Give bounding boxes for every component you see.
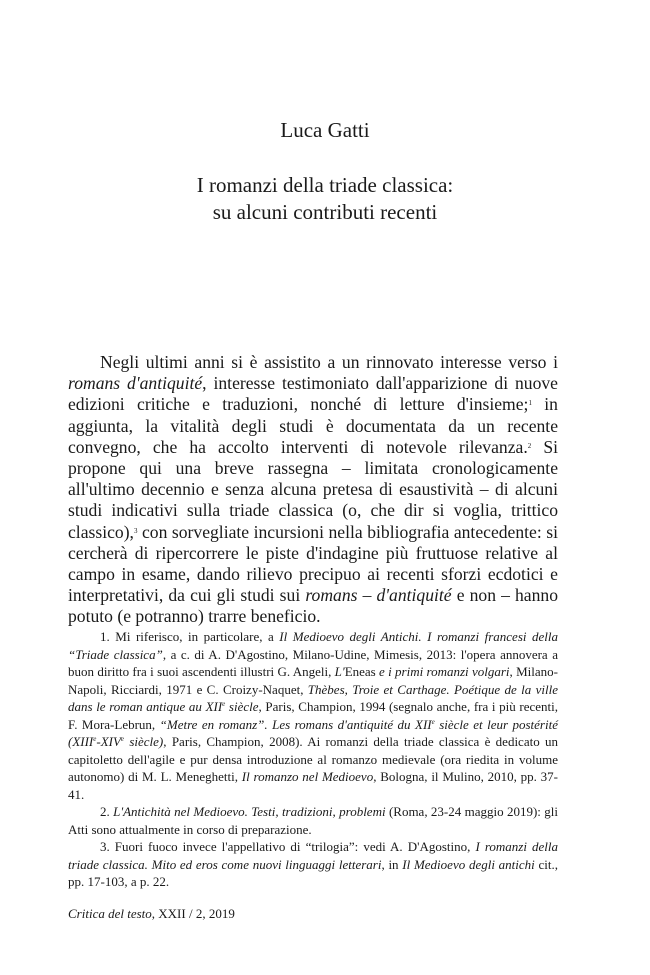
footnote-segment: 2. — [100, 804, 114, 819]
title-line-1: I romanzi della triade classica: — [196, 173, 454, 197]
author-name: Luca Gatti — [280, 118, 370, 142]
footnote-italic-segment: L'Antichità nel Medioevo. Testi, tradizioni, problemi — [113, 804, 386, 819]
footnote-segment: 3. Fuori fuoco invece l'appellativo di “trilogia”: vedi A. D'Agostino, — [100, 839, 476, 854]
footnote-ref-1: 1 — [528, 399, 532, 408]
footnote-ref-3: 3 — [133, 526, 138, 535]
footnote-3 — [68, 838, 558, 891]
body-segment: Negli ultimi anni si è assistito a un rinnovato interesse verso i — [100, 352, 558, 372]
footnote-superscript: e — [222, 700, 226, 708]
footnote-segment: (Roma, 23-24 maggio 2019): gli Atti sono attualmente in corso di preparazione. — [68, 804, 558, 837]
footnote-superscript: e — [431, 717, 435, 726]
footnote-segment: cit., pp. 17-103, a p. 22. — [68, 856, 558, 889]
footnote-segment: , Paris, Champion, 1994 (segnalo anche, fra i più recenti, F. Mora-Lebrun, — [68, 699, 559, 732]
footnote-segment: 1. Mi riferisco, in particolare, a — [100, 629, 280, 644]
body-text — [68, 352, 558, 628]
footnote-segment: , Milano-Napoli, Ricciardi, 1971 e C. Croizy-Naquet, — [68, 664, 558, 697]
footnote-1 — [68, 628, 558, 803]
footnote-italic-segment: Il Medioevo degli antichi — [402, 856, 535, 872]
body-segment: in aggiunta, la vitalità degli studi è documentata da un recente convegno, che ha accolto interventi di notevole rilevanza. — [68, 394, 558, 457]
footnote-segment: , a c. di A. D'Agostino, Milano-Udine, Mimesis, 2013: l'opera annovera a buon diritto fra i suoi ascendenti illustri G. Angeli, — [68, 646, 558, 679]
title-line-2: su alcuni contributi recenti — [212, 200, 438, 224]
footnote-2 — [68, 803, 558, 838]
footnote-italic-segment: Thèbes, Troie et Carthage. Poétique de la ville dans le roman antique au XII — [68, 681, 558, 714]
footnote-superscript: e — [120, 735, 125, 743]
body-segment: Si propone qui una breve rassegna – limitata cronologicamente all'ultimo decennio e senza alcuna pretesa di esaustività – di alcuni studi indicativi sulla triade classica (o, che dir si voglia, trittico classico), — [68, 436, 558, 542]
footnote-italic-segment: -XIV — [96, 734, 121, 749]
page-footer — [68, 906, 235, 922]
footnote-segment: , Bologna, il Mulino, 2010, pp. 37-41. — [68, 769, 559, 802]
article-title — [0, 172, 650, 226]
footnote-italic-segment: siècle et leur postérité (XIII — [68, 716, 558, 749]
footnote-ref-2: 2 — [527, 441, 532, 450]
footnote-italic-segment: L' — [334, 664, 345, 679]
footnote-italic-segment: Il Medioevo degli Antichi. I romanzi francesi della “Triade classica” — [68, 629, 559, 662]
body-segment: e non – hanno potuto (e potranno) trarre beneficio. — [68, 585, 559, 627]
footnote-italic-segment: e i primi romanzi volgari — [375, 664, 510, 679]
footnote-segment: , in — [381, 856, 403, 872]
body-paragraph — [68, 352, 558, 628]
body-segment: con sorvegliate incursioni nella bibliografia antecedente: si cercherà di ripercorrere le piste d'indagine più fruttuose relative al campo in esame, dando rilievo precipuo ai recenti sforzi ecdotici e interpretativi, da cui gli studi sui — [68, 521, 558, 606]
body-italic-segment: romans d'antiquité — [68, 373, 203, 394]
footnotes — [68, 628, 558, 891]
footnote-italic-segment: siècle — [225, 699, 259, 714]
journal-issue: , XXII / 2, 2019 — [151, 906, 235, 921]
footnote-italic-segment: Il romanzo nel Medioevo — [241, 769, 374, 784]
body-italic-segment: romans – d'antiquité — [305, 585, 452, 606]
journal-name: Critica del testo — [68, 906, 152, 921]
footnote-italic-segment: I romanzi della triade classica. Mito ed eros come nuovi linguaggi letterari — [68, 839, 558, 872]
footnote-superscript: e — [93, 735, 97, 743]
footnote-italic-segment: siècle) — [124, 734, 164, 749]
footnote-segment: Eneas — [344, 664, 376, 679]
body-segment: , interesse testimoniato dall'apparizione di nuove edizioni critiche e traduzioni, nonché di letture d'insieme; — [68, 373, 558, 415]
footnote-italic-segment: “Metre en romanz”. Les romans d'antiquité du XII — [159, 716, 432, 732]
footnote-segment: , Paris, Champion, 2008). Ai romanzi della triade classica è dedicato un capitoletto dell'agile e pur densa introduzione al romanzo medievale (ora riedita in volume autonomo) di M. L. Meneghetti, — [68, 734, 559, 784]
